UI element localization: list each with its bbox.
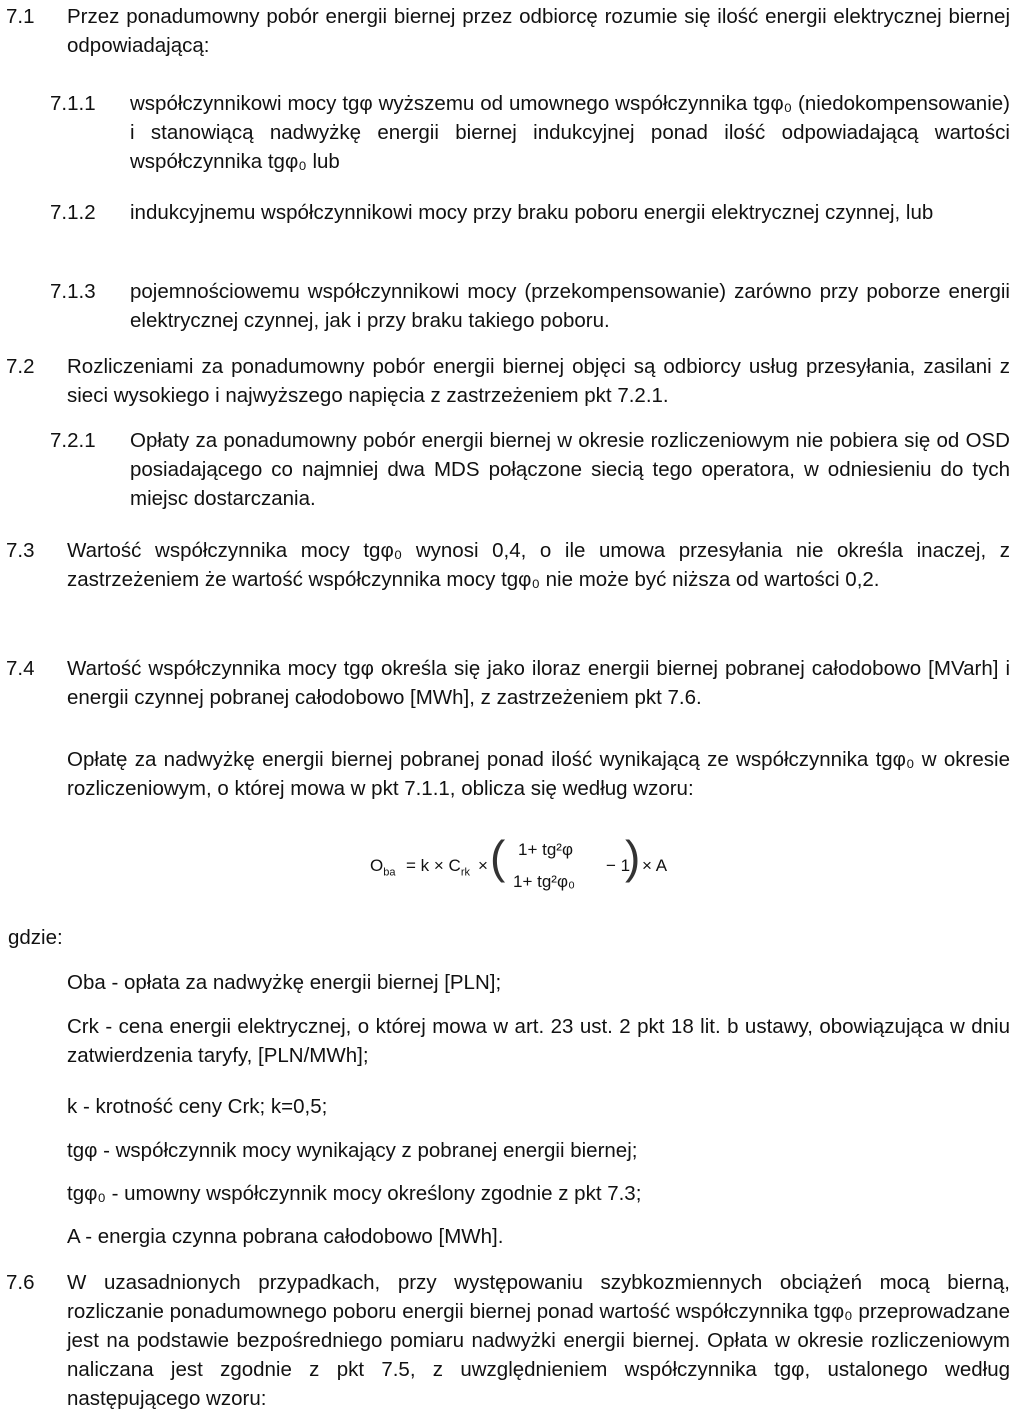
section-number-7-1: 7.1 xyxy=(6,5,35,28)
section-number-7-1-1: 7.1.1 xyxy=(50,92,96,115)
section-number-7-6: 7.6 xyxy=(6,1271,35,1294)
formula-times-a: × A xyxy=(642,856,668,875)
section-7-4-text: Wartość współczynnika mocy tgφ określa się jako iloraz energii biernej pobranej całodobowo [MVarh] i energii czynnej pobranej całodobowo [MWh], z zastrzeżeniem pkt 7.6. xyxy=(67,657,1010,709)
definition-crk: Crk - cena energii elektrycznej, o której mowa w art. 23 ust. 2 pkt 18 lit. b ustawy, obowiązująca w dniu zatwierdzenia taryfy, [PLN/MWh]; xyxy=(67,1015,1010,1067)
section-7-1-1-text: współczynnikowi mocy tgφ wyższemu od umownego współczynnika tgφ₀ (niedokompensowanie) i stanowiącą nadwyżkę energii biernej indukcyjnej ponad ilość odpowiadającą wartości współczynnika tgφ₀ lub xyxy=(130,92,1010,173)
section-7-1-2-text: indukcyjnemu współczynnikowi mocy przy braku poboru energii elektrycznej czynnej, lub xyxy=(130,201,934,224)
formula-left-paren: ( xyxy=(490,831,506,883)
definition-tgphi0: tgφ₀ - umowny współczynnik mocy określony zgodnie z pkt 7.3; xyxy=(67,1182,642,1205)
section-number-7-2-1: 7.2.1 xyxy=(50,429,96,452)
definition-oba: Oba - opłata za nadwyżkę energii biernej [PLN]; xyxy=(67,971,502,994)
charge-paragraph: Opłatę za nadwyżkę energii biernej pobranej ponad ilość wynikającą ze współczynnika tgφ₀ w okresie rozliczeniowym, o której mowa w pkt 7.1.1, oblicza się według wzoru: xyxy=(67,748,1010,800)
definition-k: k - krotność ceny Crk; k=0,5; xyxy=(67,1095,328,1118)
section-number-7-2: 7.2 xyxy=(6,355,35,378)
section-7-3-text: Wartość współczynnika mocy tgφ₀ wynosi 0,4, o ile umowa przesyłania nie określa inaczej, z zastrzeżeniem że wartość współczynnika mocy tgφ₀ nie może być niższa od wartości 0,2. xyxy=(67,539,1010,591)
section-number-7-1-3: 7.1.3 xyxy=(50,280,96,303)
formula-numerator: 1+ tg²φ xyxy=(518,840,573,859)
section-number-7-3: 7.3 xyxy=(6,539,35,562)
section-7-2-text: Rozliczeniami za ponadumowny pobór energii biernej objęci są odbiorcy usług przesyłania, zasilani z sieci wysokiego i najwyższego napięcia z zastrzeżeniem pkt 7.2.1. xyxy=(67,355,1010,407)
section-number-7-4: 7.4 xyxy=(6,657,35,680)
definition-tgphi: tgφ - współczynnik mocy wynikający z pobranej energii biernej; xyxy=(67,1139,638,1162)
section-number-7-1-2: 7.1.2 xyxy=(50,201,96,224)
where-label: gdzie: xyxy=(8,926,63,949)
section-7-2-1-text: Opłaty za ponadumowny pobór energii biernej w okresie rozliczeniowym nie pobiera się od OSD posiadającego co najmniej dwa MDS połączone siecią tego operatora, w odniesieniu do tych miejsc dostarczania. xyxy=(130,429,1010,510)
formula-minus-one: − 1 xyxy=(606,856,631,875)
formula-k-times-c: = $k \times C_{rk}$ xyxy=(406,856,470,879)
formula-times: × xyxy=(478,856,488,875)
formula-denominator: 1+ tg²φ₀ xyxy=(513,872,576,891)
section-7-6-text: W uzasadnionych przypadkach, przy występowaniu szybkozmiennych obciążeń mocą bierną, rozliczanie ponadumownego poboru energii biernej ponad wartość współczynnika tgφ₀ przeprowadzane jest na podstawie bezpośredniego pomiaru nadwyżki energii biernej. Opłata w okresie rozliczeniowym naliczana jest zgodnie z pkt 7.5, z uwzględnieniem współczynnika tgφ, ustalonego według następującego wzoru: xyxy=(67,1271,1010,1410)
formula-lhs: $O_{ba}$ xyxy=(370,856,396,879)
section-7-1-text: Przez ponadumowny pobór energii biernej przez odbiorcę rozumie się ilość energii elektrycznej biernej odpowiadającą: xyxy=(67,5,1010,57)
definition-a: A - energia czynna pobrana całodobowo [MWh]. xyxy=(67,1225,504,1248)
formula-right-paren: ) xyxy=(625,831,641,883)
section-7-1-3-text: pojemnościowemu współczynnikowi mocy (przekompensowanie) zarówno przy poborze energii elektrycznej czynnej, jak i przy braku takiego poboru. xyxy=(130,280,1010,332)
